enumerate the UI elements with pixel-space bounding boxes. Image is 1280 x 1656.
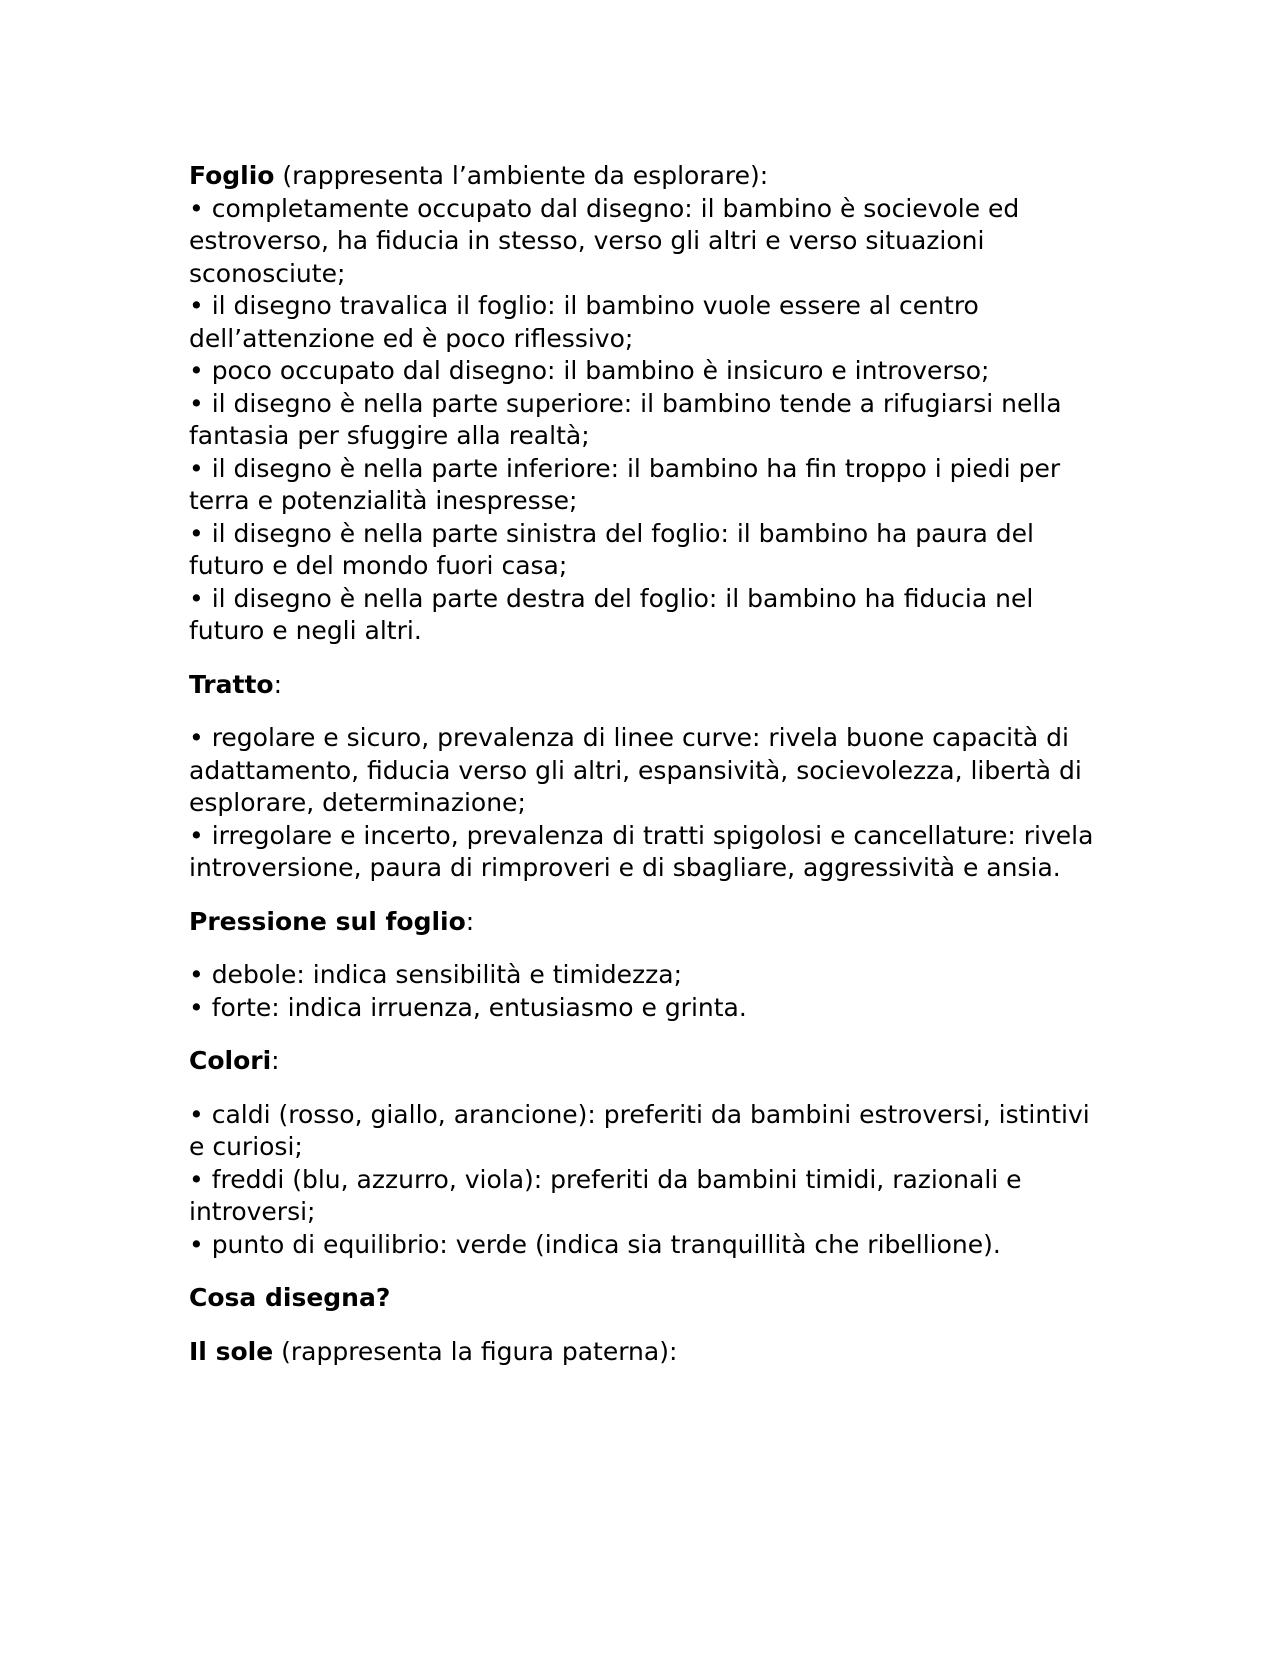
heading-bold: Colori bbox=[189, 1046, 272, 1075]
section-heading bbox=[189, 1282, 1109, 1315]
list-item: • freddi (blu, azzurro, viola): preferiti da bambini timidi, razionali e introversi; bbox=[189, 1164, 1022, 1226]
list-item: • il disegno travalica il foglio: il bambino vuole essere al centro dell’attenzione ed è poco riflessivo; bbox=[189, 291, 979, 353]
list-item: • il disegno è nella parte superiore: il bambino tende a rifugiarsi nella fantasia per sfuggire alla realtà; bbox=[189, 388, 1062, 450]
heading-suffix: : bbox=[273, 669, 283, 699]
list-item: • il disegno è nella parte destra del foglio: il bambino ha fiducia nel futuro e negli altri. bbox=[189, 583, 1034, 645]
section-colori bbox=[189, 1045, 1109, 1261]
section-heading bbox=[189, 1045, 1109, 1078]
section-heading bbox=[189, 1336, 1109, 1369]
heading-suffix: : bbox=[465, 906, 475, 936]
list-item: • il disegno è nella parte sinistra del foglio: il bambino ha paura del futuro e del mondo fuori casa; bbox=[189, 518, 1034, 580]
list-item: • irregolare e incerto, prevalenza di tratti spigolosi e cancellature: rivela introversione, paura di rimproveri e di sbagliare, aggressività e ansia. bbox=[189, 820, 1094, 882]
heading-suffix: (rappresenta la figura paterna): bbox=[273, 1336, 678, 1366]
bullet-list bbox=[189, 1099, 1109, 1262]
list-item: • il disegno è nella parte inferiore: il bambino ha fin troppo i piedi per terra e potenzialità inespresse; bbox=[189, 453, 1061, 515]
heading-bold: Cosa disegna? bbox=[189, 1283, 391, 1312]
section-il-sole bbox=[189, 1336, 1109, 1369]
section-heading bbox=[189, 669, 1109, 702]
section-cosa-disegna bbox=[189, 1282, 1109, 1315]
list-item: • poco occupato dal disegno: il bambino è insicuro e introverso; bbox=[189, 356, 990, 385]
section-foglio bbox=[189, 160, 1109, 648]
heading-suffix: : bbox=[271, 1046, 280, 1075]
list-item: • punto di equilibrio: verde (indica sia tranquillità che ribellione). bbox=[189, 1229, 1001, 1259]
section-tratto bbox=[189, 669, 1109, 885]
list-item: • regolare e sicuro, prevalenza di linee curve: rivela buone capacità di adattamento, fiducia verso gli altri, espansività, socievolezza, libertà di esplorare, determinazione; bbox=[189, 723, 1082, 817]
heading-bold: Tratto bbox=[189, 669, 274, 699]
list-item: • caldi (rosso, giallo, arancione): preferiti da bambini estroversi, istintivi e curiosi; bbox=[189, 1099, 1090, 1161]
section-pressione bbox=[189, 906, 1109, 1025]
bullet-list bbox=[189, 722, 1109, 885]
heading-bold: Il sole bbox=[189, 1336, 274, 1366]
section-heading bbox=[189, 906, 1109, 939]
heading-bold: Pressione sul foglio bbox=[189, 906, 466, 936]
bullet-list bbox=[189, 959, 1109, 1024]
list-item: • completamente occupato dal disegno: il bambino è socievole ed estroverso, ha fiducia in stesso, verso gli altri e verso situazioni sconosciute; bbox=[189, 193, 1020, 288]
list-item: • forte: indica irruenza, entusiasmo e grinta. bbox=[189, 992, 747, 1022]
list-item: • debole: indica sensibilità e timidezza; bbox=[189, 960, 683, 989]
heading-suffix: (rappresenta l’ambiente da esplorare): bbox=[274, 161, 769, 190]
heading-bold: Foglio bbox=[189, 161, 275, 190]
document-page bbox=[189, 160, 1109, 1368]
section-heading bbox=[189, 160, 1109, 193]
